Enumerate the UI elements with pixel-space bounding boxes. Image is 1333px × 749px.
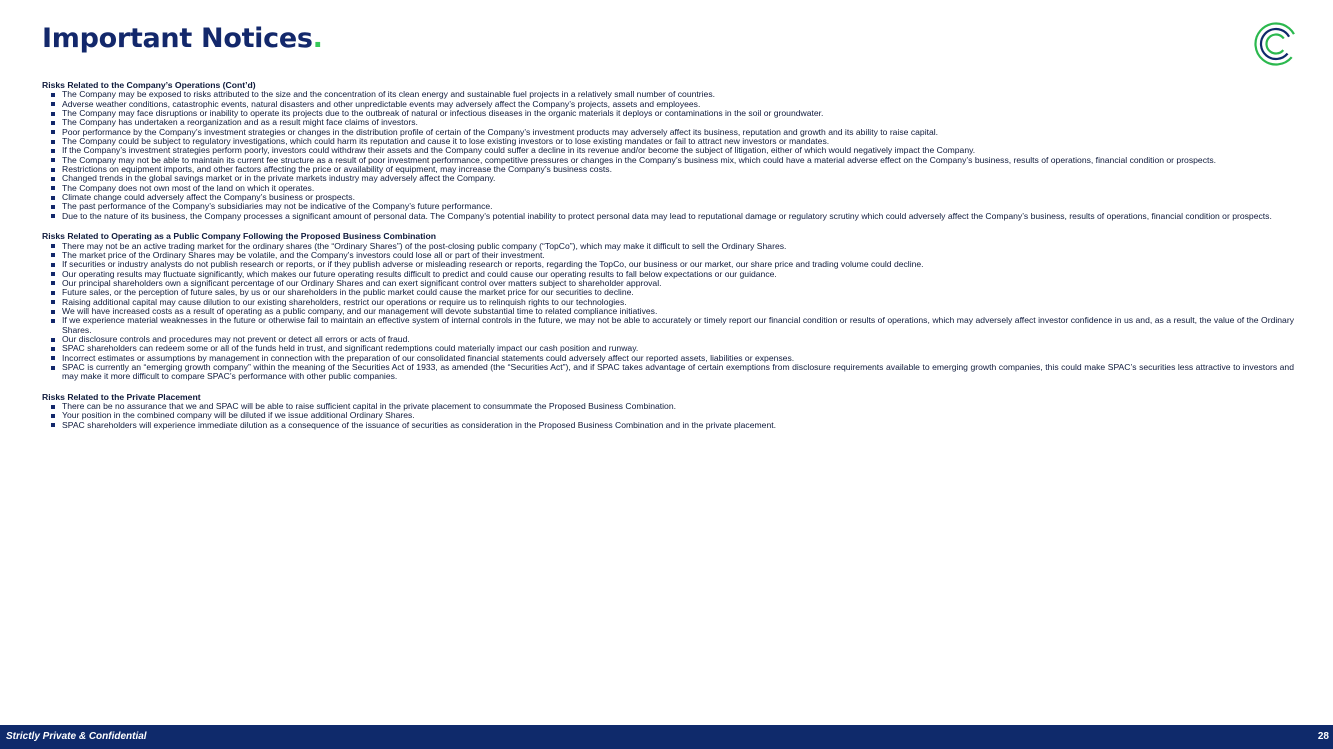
list-item: Your position in the combined company will be diluted if we issue additional Ordinary Shares. [62,411,1294,420]
list-item: SPAC shareholders will experience immediate dilution as a consequence of the issuance of securities as consideration in the Proposed Business Combination and in the private placement. [62,421,1294,430]
list-item: The past performance of the Company’s subsidiaries may not be indicative of the Company’s future performance. [62,202,1294,211]
list-item: The Company may be exposed to risks attributed to the size and the concentration of its clean energy and sustainable fuel projects in a relatively small number of countries. [62,90,1294,99]
list-item: Changed trends in the global savings market or in the private markets industry may adversely affect the Company. [62,174,1294,183]
list-item: Restrictions on equipment imports, and other factors affecting the price or availability of equipment, may increase the Company’s business costs. [62,165,1294,174]
risk-section [42,393,1294,430]
list-item: If securities or industry analysts do not publish research or reports, or if they publish adverse or misleading research or reports, regarding the TopCo, our business or our market, our share price and trading volume could decline. [62,260,1294,269]
list-item: Adverse weather conditions, catastrophic events, natural disasters and other unpredictable events may adversely affect the Company’s projects, assets and employees. [62,100,1294,109]
notices-body [42,81,1294,441]
list-item: The Company has undertaken a reorganization and as a result might face claims of investors. [62,118,1294,127]
risk-section [42,232,1294,382]
risk-list [42,90,1294,221]
list-item: The Company may face disruptions or inability to operate its projects due to the outbreak of natural or infectious diseases in the organic materials it deploys or contaminations in the soil or groundwater. [62,109,1294,118]
risk-section [42,81,1294,221]
list-item: Climate change could adversely affect the Company’s business or prospects. [62,193,1294,202]
list-item: Incorrect estimates or assumptions by management in connection with the preparation of our consolidated financial statements could adversely affect our reported assets, liabilities or expenses. [62,354,1294,363]
list-item: Due to the nature of its business, the Company processes a significant amount of personal data. The Company’s potential inability to protect personal data may lead to reputational damage or regulatory scrutiny which could adversely affect the Company’s business, results of operations, financial condition or prospects. [62,212,1294,221]
company-c-logo-icon [1253,21,1299,67]
title-accent-dot: . [312,23,323,54]
list-item: Raising additional capital may cause dilution to our existing shareholders, restrict our operations or require us to relinquish rights to our technologies. [62,298,1294,307]
list-item: Future sales, or the perception of future sales, by us or our shareholders in the public market could cause the market price for our securities to decline. [62,288,1294,297]
footer-bar [0,725,1333,749]
list-item: The Company could be subject to regulatory investigations, which could harm its reputation and cause it to lose existing investors or to lose existing mandates or fail to attract new investors or mandates. [62,137,1294,146]
section-heading: Risks Related to the Company’s Operations (Cont’d) [42,80,256,90]
list-item: If the Company’s investment strategies perform poorly, investors could withdraw their assets and the Company could suffer a decline in its revenue and/or become the subject of litigation, either of which would negatively impact the Company. [62,146,1294,155]
list-item: SPAC is currently an “emerging growth company” within the meaning of the Securities Act of 1933, as amended (the “Securities Act”), and if SPAC takes advantage of certain exemptions from disclosure requirements available to emerging growth companies, this could make SPAC’s securities less attractive to investors and may make it more difficult to compare SPAC’s performance with other public companies. [62,361,1294,382]
list-item: We will have increased costs as a result of operating as a public company, and our management will devote substantial time to related compliance initiatives. [62,307,1294,316]
confidentiality-label: Strictly Private & Confidential [6,731,147,742]
section-heading: Risks Related to Operating as a Public Company Following the Proposed Business Combination [42,231,436,242]
page-title-text: Important Notices [42,23,313,54]
page-title [42,23,323,54]
list-item: The Company may not be able to maintain its current fee structure as a result of poor investment performance, competitive pressures or changes in the Company’s business mix, which could have a material adverse effect on the Company’s business, results of operations, financial condition or prospects. [62,156,1294,165]
list-item: Poor performance by the Company’s investment strategies or changes in the distribution profile of certain of the Company’s investment products may adversely affect its business, reputation and growth and its ability to raise capital. [62,128,1294,137]
list-item: Our principal shareholders own a significant percentage of our Ordinary Shares and can exert significant control over matters subject to shareholder approval. [62,279,1294,288]
list-item: If we experience material weaknesses in the future or otherwise fail to maintain an effective system of internal controls in the future, we may not be able to accurately or timely report our financial condition or results of operations, which may adversely affect investor confidence in us and, as a result, the value of the Ordinary Shares. [62,315,1294,335]
section-heading: Risks Related to the Private Placement [42,391,201,402]
list-item: The market price of the Ordinary Shares may be volatile, and the Company’s investors could lose all or part of their investment. [62,251,1294,260]
risk-list [42,242,1294,382]
list-item: There can be no assurance that we and SPAC will be able to raise sufficient capital in the private placement to consummate the Proposed Business Combination. [62,402,1294,411]
risk-list [42,402,1294,430]
list-item: Our operating results may fluctuate significantly, which makes our future operating results difficult to predict and could cause our operating results to fall below expectations or our guidance. [62,270,1294,279]
page-number: 28 [1317,731,1329,742]
list-item: The Company does not own most of the land on which it operates. [62,184,1294,193]
list-item: There may not be an active trading market for the ordinary shares (the “Ordinary Shares”) of the post-closing public company (“TopCo”), which may make it difficult to sell the Ordinary Shares. [62,242,1294,251]
list-item: Our disclosure controls and procedures may not prevent or detect all errors or acts of fraud. [62,335,1294,344]
list-item: SPAC shareholders can redeem some or all of the funds held in trust, and significant redemptions could materially impact our cash position and runway. [62,344,1294,353]
